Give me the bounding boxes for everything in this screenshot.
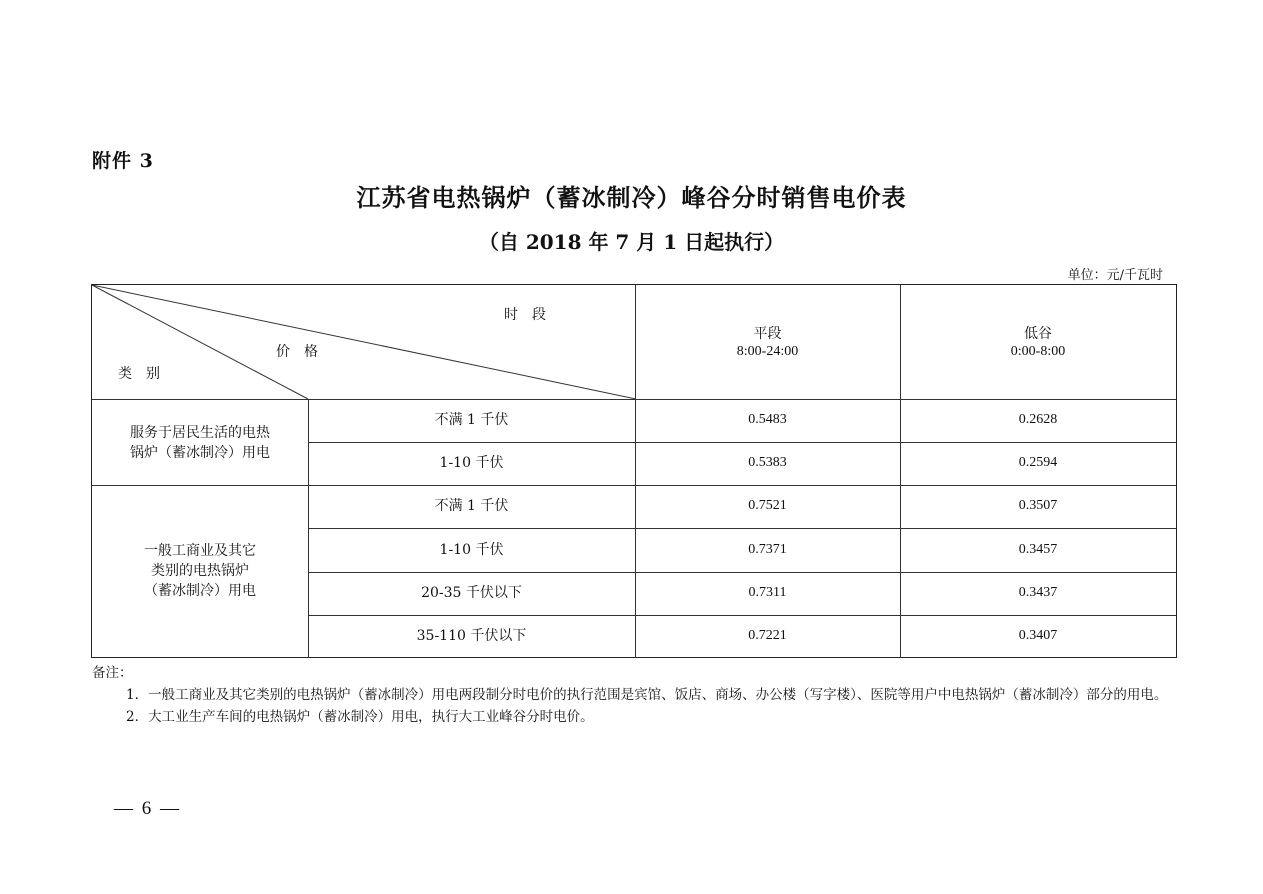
document-title: 江苏省电热锅炉（蓄冰制冷）峰谷分时销售电价表: [356, 183, 907, 212]
column-header-flat-hours: 8:00-24:00: [736, 344, 799, 359]
valley-price-cell: 0.2628: [1018, 412, 1058, 427]
flat-price-cell: 0.7311: [748, 585, 787, 600]
notes-heading: 备注：: [92, 665, 133, 681]
price-table: [91, 284, 1177, 658]
column-header-valley-name: 低谷: [1024, 326, 1052, 342]
valley-price-cell: 0.3507: [1018, 498, 1058, 513]
category-line: 类别的电热锅炉: [151, 563, 249, 579]
document-subtitle: （自 2018 年 7 月 1 日起执行）: [478, 230, 785, 254]
category-commercial: [92, 541, 308, 601]
note-item: 2．大工业生产车间的电热锅炉（蓄冰制冷）用电，执行大工业峰谷分时电价。: [126, 709, 594, 725]
capacity-cell: 35-110 千伏以下: [416, 628, 527, 644]
page-number: — 6 —: [114, 798, 181, 819]
valley-price-cell: 0.3407: [1018, 628, 1058, 643]
valley-price-cell: 0.2594: [1018, 455, 1058, 470]
capacity-cell: 20-35 千伏以下: [421, 585, 522, 601]
flat-price-cell: 0.7371: [748, 542, 787, 557]
category-line: 服务于居民生活的电热: [130, 425, 270, 441]
capacity-cell: 不满 1 千伏: [434, 412, 509, 428]
column-header-flat-name: 平段: [753, 326, 782, 342]
flat-price-cell: 0.7221: [748, 628, 787, 643]
column-header-valley-hours: 0:00-8:00: [1010, 344, 1066, 359]
row-divider: [92, 399, 1176, 400]
annex-label: 附件 3: [92, 150, 154, 172]
row-divider: [308, 528, 1176, 529]
column-divider: [308, 399, 309, 658]
category-line: （蓄冰制冷）用电: [144, 583, 256, 599]
row-divider: [92, 485, 1176, 486]
time-period-label: 时 段: [504, 307, 546, 323]
row-divider: [308, 572, 1176, 573]
diagonal-header-lines: [92, 285, 637, 400]
capacity-cell: 不满 1 千伏: [434, 498, 509, 514]
flat-price-cell: 0.7521: [748, 498, 787, 513]
price-label: 价 格: [276, 344, 318, 360]
flat-price-cell: 0.5483: [748, 412, 787, 427]
valley-price-cell: 0.3437: [1018, 585, 1058, 600]
note-item: 1．一般工商业及其它类别的电热锅炉（蓄冰制冷）用电两段制分时电价的执行范围是宾馆、饭店、商场、办公楼（写字楼）、医院等用户中电热锅炉（蓄冰制冷）部分的用电。: [126, 687, 1168, 703]
category-line: 一般工商业及其它: [144, 543, 256, 559]
category-residential: [92, 423, 308, 463]
capacity-cell: 1-10 千伏: [439, 542, 504, 558]
capacity-cell: 1-10 千伏: [439, 455, 504, 471]
valley-price-cell: 0.3457: [1018, 542, 1058, 557]
column-header-valley: [900, 325, 1176, 361]
unit-label: 单位：元/千瓦时: [1067, 268, 1163, 283]
notes-section: [92, 662, 1182, 728]
column-header-flat: [635, 325, 900, 361]
category-label: 类 别: [118, 366, 160, 382]
flat-price-cell: 0.5383: [748, 455, 787, 470]
category-line: 锅炉（蓄冰制冷）用电: [130, 445, 270, 461]
row-divider: [308, 615, 1176, 616]
row-divider: [308, 442, 1176, 443]
